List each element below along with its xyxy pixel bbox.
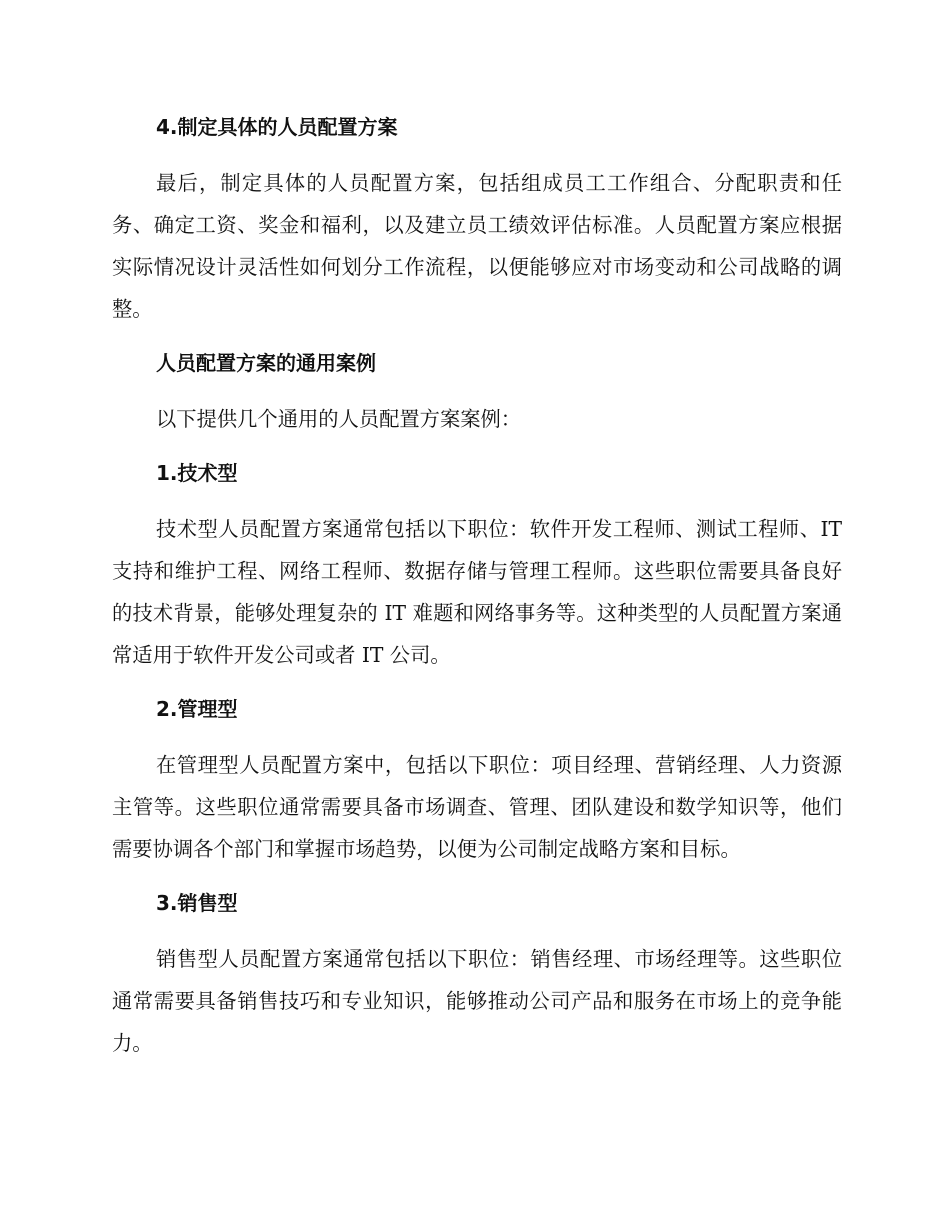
section-paragraph: 最后，制定具体的人员配置方案，包括组成员工工作组合、分配职责和任务、确定工资、奖金和福利，以及建立员工绩效评估标准。人员配置方案应根据实际情况设计灵活性如何划分工作流程，以便能够应对市场变动和公司战略的调整。 (112, 171, 842, 321)
intro-paragraph: 以下提供几个通用的人员配置方案案例： (156, 407, 522, 431)
section-heading-4: 4.制定具体的人员配置方案 (156, 115, 398, 139)
section-heading-sales: 3.销售型 (156, 891, 238, 915)
document-body (112, 108, 842, 1064)
sales-paragraph: 销售型人员配置方案通常包括以下职位：销售经理、市场经理等。这些职位通常需要具备销售技巧和专业知识，能够推动公司产品和服务在市场上的竞争能力。 (112, 947, 842, 1055)
section-heading-management: 2.管理型 (156, 697, 238, 721)
tech-paragraph: 技术型人员配置方案通常包括以下职位：软件开发工程师、测试工程师、IT 支持和维护工程、网络工程师、数据存储与管理工程师。这些职位需要具备良好的技术背景，能够处理复杂的 IT 难题和网络事务等。这种类型的人员配置方案通常适用于软件开发公司或者 IT 公司。 (112, 517, 842, 667)
section-heading-tech: 1.技术型 (156, 461, 238, 485)
management-paragraph: 在管理型人员配置方案中，包括以下职位：项目经理、营销经理、人力资源主管等。这些职位通常需要具备市场调查、管理、团队建设和数学知识等，他们需要协调各个部门和掌握市场趋势，以便为公司制定战略方案和目标。 (112, 753, 842, 861)
section-heading-cases: 人员配置方案的通用案例 (156, 351, 376, 375)
